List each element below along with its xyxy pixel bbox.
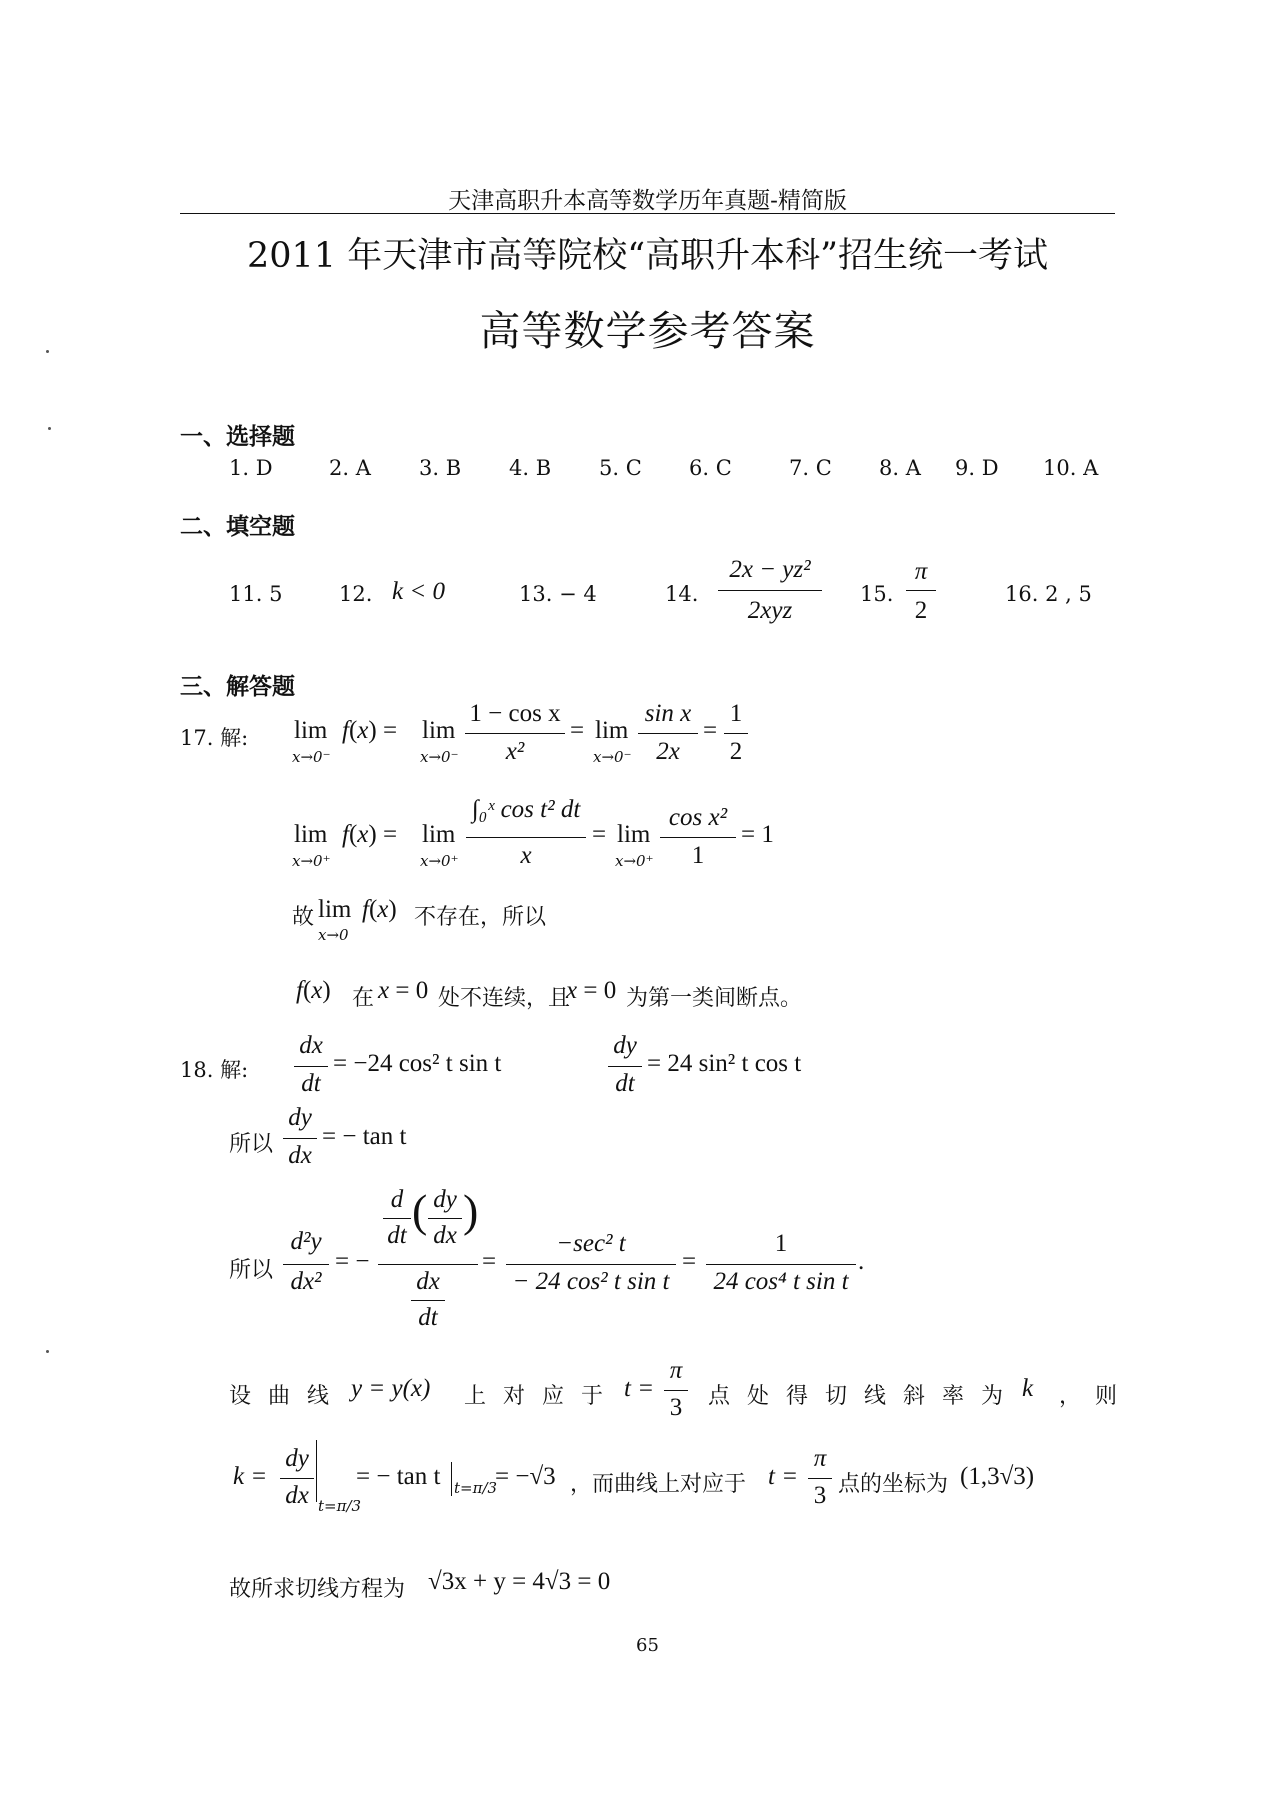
fill-number-14: 14. (665, 582, 699, 606)
lim-subscript: x→0⁺ (615, 852, 654, 870)
page-number: 65 (636, 1635, 659, 1656)
tangent-word: 上 (464, 1384, 487, 1409)
lim-operator: lim (294, 717, 328, 744)
lim-operator: lim (294, 821, 328, 848)
lim-subscript: x→0⁺ (420, 852, 459, 870)
dy-over-dt-denominator: dt (615, 1070, 635, 1097)
section-solution-heading: 三、解答题 (180, 673, 295, 700)
fill-answer-16: 16. 2 , 5 (1005, 582, 1092, 606)
q17-result: = 1 (741, 821, 774, 848)
lim-subscript: x→0⁺ (292, 852, 331, 870)
tangent-word: t = (624, 1375, 655, 1402)
running-header: 天津高职升本高等数学历年真题-精简版 (448, 188, 847, 214)
fraction-bar (428, 1218, 462, 1219)
lim-subscript: x→0⁻ (292, 748, 331, 766)
dx-denominator: dx (285, 1482, 309, 1509)
q17-text: 为第一类间断点。 (626, 986, 803, 1011)
tangent-word: 得 (786, 1384, 809, 1409)
q18-text: 故所求切线方程为 (229, 1577, 406, 1602)
f-of-x: f(x) = (342, 717, 398, 744)
fraction-bar (906, 590, 936, 591)
q17-frac1-denominator: x² (505, 738, 525, 765)
fraction-bar (664, 1390, 688, 1391)
integral-denominator: x (520, 842, 532, 869)
tangent-word: y = y(x) (351, 1375, 431, 1402)
final-numerator: 1 (774, 1230, 788, 1257)
lim-operator: lim (617, 821, 651, 848)
tangent-word: 处 (747, 1384, 770, 1409)
dy-over-dt-numerator: dy (613, 1032, 637, 1059)
tangent-word: 率 (942, 1384, 965, 1409)
dx-over-dt-denominator: dt (301, 1070, 321, 1097)
paren-close: ) (463, 1185, 479, 1236)
lim-operator: lim (422, 821, 456, 848)
choice-answer: 4. B (509, 456, 552, 480)
dy-numerator: dy (285, 1445, 309, 1472)
tangent-word: 曲 (268, 1384, 291, 1409)
dy-over-dx-denominator: dx (288, 1142, 312, 1169)
fill-15-numerator: π (914, 558, 928, 585)
fraction-bar (608, 1066, 642, 1067)
math-expr: x = 0 (566, 977, 617, 1004)
choice-answer: 9. D (955, 456, 999, 480)
dx-denominator: dx (433, 1222, 457, 1249)
answer-key-title: 高等数学参考答案 (479, 307, 816, 355)
choice-answer: 1. D (229, 456, 273, 480)
section-choice-heading: 一、选择题 (180, 423, 295, 450)
q17-label: 17. 解: (180, 726, 249, 750)
q17-text: 处不连续，且 (438, 986, 571, 1011)
fraction-bar (411, 1300, 445, 1301)
dy-over-dx-numerator: dy (288, 1104, 312, 1131)
q17-frac3-denominator: 2 (729, 738, 743, 765)
final-denominator: 24 cos⁴ t sin t (713, 1268, 849, 1295)
fill-number-15: 15. (860, 582, 894, 606)
tangent-word: 点 (708, 1384, 731, 1409)
fraction-bar (808, 1478, 832, 1479)
fraction-bar (706, 1264, 856, 1265)
q18-text: ，而曲线上对应于 (570, 1472, 747, 1497)
q17-frac2-numerator: sin x (644, 700, 692, 727)
dx-over-dt-numerator: dx (299, 1032, 323, 1059)
dt-denominator: dt (387, 1222, 407, 1249)
q17-text: 在 (352, 986, 375, 1011)
q17-text: 故 (292, 905, 315, 930)
eval-subscript: t=π/3 (454, 1479, 498, 1497)
dt-denominator: dt (418, 1304, 438, 1331)
dydt-result: = 24 sin² t cos t (647, 1050, 802, 1077)
fraction-bar (638, 733, 698, 734)
fraction-bar (283, 1264, 329, 1265)
paren-open: ( (412, 1185, 428, 1236)
evaluation-bar (316, 1440, 317, 1502)
fill-14-denominator: 2xyz (747, 597, 793, 624)
lim-subscript: x→0 (318, 926, 349, 944)
lim-operator: lim (318, 896, 352, 923)
fill-answer-11: 11. 5 (229, 582, 283, 606)
fraction-bar (465, 733, 565, 734)
tangent-word: 设 (229, 1384, 252, 1409)
tangent-word: 应 (542, 1384, 565, 1409)
pi-denominator: 3 (813, 1482, 827, 1509)
fraction-bar (383, 1218, 411, 1219)
sec-denominator: − 24 cos² t sin t (512, 1268, 670, 1295)
pi-numerator: π (669, 1357, 683, 1384)
equals-minus: = − (335, 1248, 370, 1275)
t-equals: t = (768, 1463, 799, 1490)
section-fill-heading: 二、填空题 (180, 513, 295, 540)
q18-label: 18. 解: (180, 1058, 249, 1082)
k-symbol: k = (233, 1463, 268, 1490)
q17-frac4-numerator: cos x² (668, 804, 728, 831)
fraction-bar (506, 1264, 676, 1265)
d-numerator: d (390, 1186, 404, 1213)
fill-14-numerator: 2x − yz² (729, 556, 811, 583)
choice-answer: 10. A (1043, 456, 1099, 480)
equals-sign: = (682, 1248, 697, 1275)
scan-speck (46, 1350, 49, 1353)
q17-frac3-numerator: 1 (729, 700, 743, 727)
point-coordinate: (1,3√3) (960, 1463, 1035, 1490)
choice-answer: 6. C (689, 456, 732, 480)
tangent-word: 对 (503, 1384, 526, 1409)
dx-numerator: dx (416, 1268, 440, 1295)
exam-title: 2011 年天津市高等院校“高职升本科”招生统一考试 (247, 236, 1048, 276)
q18-text: 所以 (229, 1258, 274, 1283)
scan-speck (48, 427, 51, 430)
q18-text: 所以 (229, 1132, 274, 1157)
fraction-bar (660, 837, 736, 838)
tangent-word: 于 (581, 1384, 604, 1409)
fill-answer-13: 13. − 4 (519, 582, 597, 606)
q17-frac1-numerator: 1 − cos x (469, 700, 561, 727)
lim-subscript: x→0⁻ (420, 748, 459, 766)
k-value: = −√3 (495, 1463, 556, 1490)
fraction-bar (294, 1066, 328, 1067)
k-expression: = − tan t (356, 1463, 441, 1490)
choice-answer: 3. B (419, 456, 462, 480)
equals-sign: = (703, 717, 718, 744)
lim-operator: lim (422, 717, 456, 744)
tangent-word: 则 (1095, 1384, 1118, 1409)
pi-denominator: 3 (669, 1394, 683, 1421)
tangent-word: 线 (307, 1384, 330, 1409)
period: . (858, 1248, 865, 1275)
fraction-bar (724, 733, 748, 734)
f-of-x: f(x) (362, 896, 397, 923)
equals-sign: = (592, 821, 607, 848)
choice-answer: 8. A (879, 456, 921, 480)
fraction-bar (466, 837, 586, 838)
fraction-bar (718, 590, 822, 591)
dxdt-result: = −24 cos² t sin t (333, 1050, 502, 1077)
scan-speck (46, 350, 49, 353)
choice-answer: 5. C (599, 456, 642, 480)
d2y-numerator: d²y (290, 1228, 322, 1255)
f-of-x: f(x) = (342, 821, 398, 848)
tangent-word: 线 (864, 1384, 887, 1409)
fraction-bar (280, 1478, 314, 1479)
q17-frac2-denominator: 2x (656, 738, 680, 765)
f-of-x: f(x) (296, 977, 331, 1004)
lim-subscript: x→0⁻ (593, 748, 632, 766)
choice-answer: 2. A (329, 456, 371, 480)
tangent-word: ， (1059, 1384, 1082, 1409)
equals-sign: = (482, 1248, 497, 1275)
q17-frac4-denominator: 1 (691, 842, 705, 869)
tangent-word: 斜 (903, 1384, 926, 1409)
pi-numerator: π (813, 1445, 827, 1472)
fill-answer-12: k < 0 (392, 578, 445, 605)
fraction-bar (378, 1264, 478, 1265)
sec-numerator: −sec² t (556, 1230, 626, 1257)
equals-sign: = (570, 717, 585, 744)
tangent-word: 为 (981, 1384, 1004, 1409)
tangent-word: k (1022, 1375, 1034, 1402)
tangent-line-equation: √3x + y = 4√3 = 0 (428, 1568, 611, 1595)
d2y-denominator: dx² (290, 1268, 322, 1295)
fill-15-denominator: 2 (914, 597, 928, 624)
tangent-word: 切 (825, 1384, 848, 1409)
lim-operator: lim (595, 717, 629, 744)
evaluation-bar (451, 1462, 452, 1496)
q18-text: 点的坐标为 (838, 1472, 949, 1497)
dydx-result: = − tan t (322, 1123, 407, 1150)
header-rule (180, 213, 1115, 214)
math-expr: x = 0 (378, 977, 429, 1004)
choice-answer: 7. C (789, 456, 832, 480)
dy-numerator: dy (433, 1186, 457, 1213)
integral-numerator: ∫₀ˣ cos t² dt (471, 796, 581, 823)
q17-text: 不存在，所以 (414, 905, 547, 930)
fraction-bar (283, 1138, 317, 1139)
fill-number-12: 12. (339, 582, 373, 606)
eval-subscript: t=π/3 (318, 1497, 362, 1515)
